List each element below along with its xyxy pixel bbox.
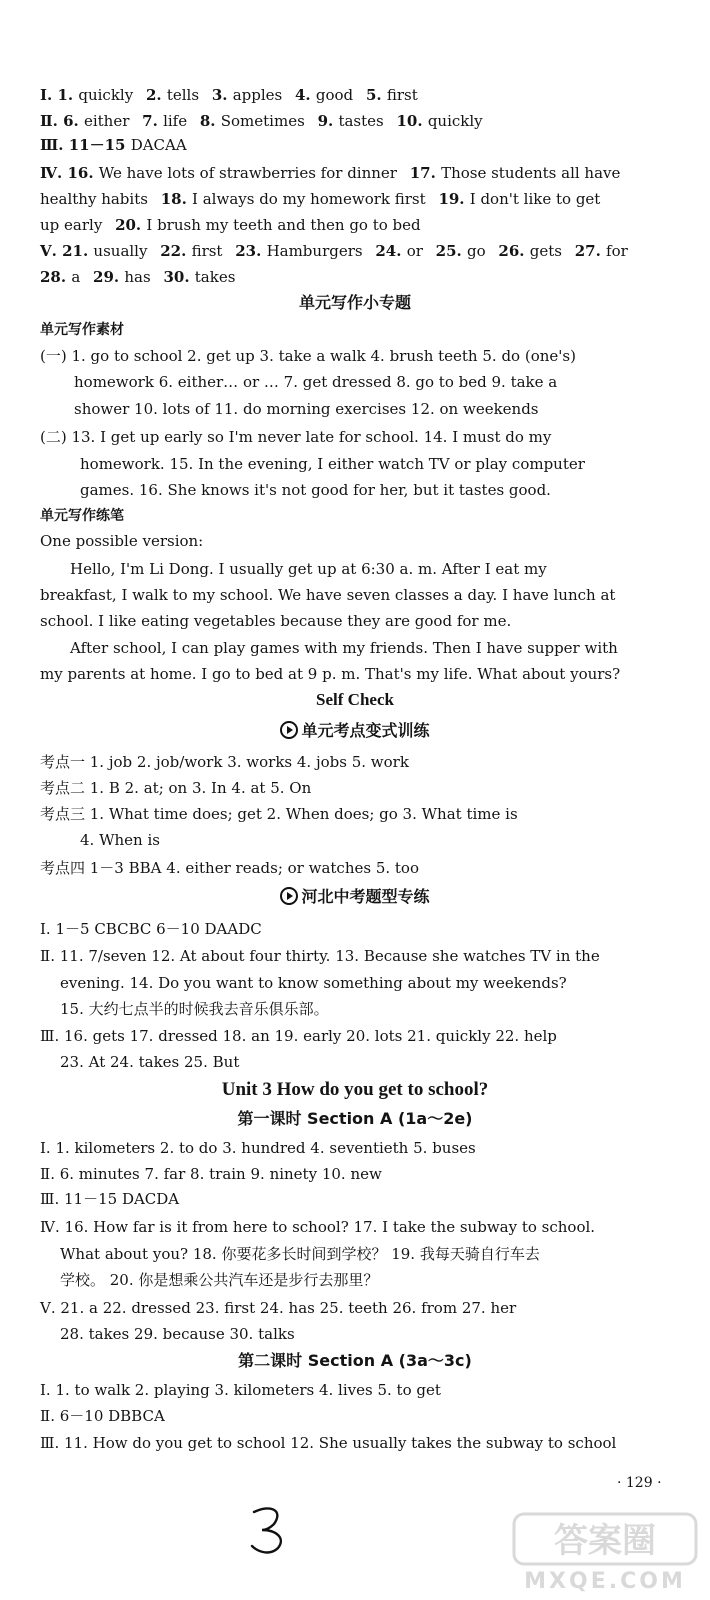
answer-text: a bbox=[71, 268, 86, 286]
unit-3-title: Unit 3 How do you get to school? bbox=[221, 1079, 489, 1100]
answer-number: Ⅲ. bbox=[40, 136, 69, 154]
self-check-subtitle-2 bbox=[0, 887, 710, 910]
lesson1-line-6: 学校。 20. 你是想乘公共汽车还是步行去那里？ bbox=[60, 1271, 379, 1289]
answer-number: 24. bbox=[375, 242, 407, 260]
answer-number: Ⅰ. bbox=[40, 86, 58, 104]
section-title-writing: 单元写作小专题 bbox=[298, 293, 411, 312]
self-check-subtitle-1 bbox=[0, 721, 710, 744]
play-circle-icon bbox=[280, 721, 298, 744]
lesson-1-title: 第一课时 Section A (1a～2e) bbox=[237, 1109, 473, 1128]
answer-line-4 bbox=[40, 163, 680, 183]
material-line-4: (二) 13. I get up early so I'm never late for school. 14. I must do my bbox=[40, 428, 552, 446]
answer-text: go bbox=[467, 242, 491, 260]
essay-line-5: my parents at home. I go to bed at 9 p. m. That's my life. What about yours? bbox=[40, 665, 621, 683]
svg-text:MXQE.COM: MXQE.COM bbox=[524, 1569, 686, 1594]
answer-text: takes bbox=[194, 268, 236, 286]
answer-number: 7. bbox=[142, 112, 164, 130]
answer-text: Sometimes bbox=[220, 112, 310, 130]
answer-number: 11－15 bbox=[68, 136, 131, 154]
lesson1-line-7: Ⅴ. 21. a 22. dressed 23. first 24. has 25. teeth 26. from 27. her bbox=[40, 1299, 517, 1317]
answer-number: 6. bbox=[63, 112, 84, 130]
answer-line-7 bbox=[40, 241, 680, 261]
answer-number: 18. bbox=[160, 190, 193, 208]
answer-number: 23. bbox=[235, 242, 267, 260]
answer-number: 10. bbox=[396, 112, 428, 130]
answer-text: usually bbox=[93, 242, 153, 260]
answer-text: gets bbox=[529, 242, 567, 260]
kaodian-3: 考点三 1. What time does; get 2. When does; go 3. What time is bbox=[40, 805, 518, 823]
answer-number: 8. bbox=[199, 112, 221, 130]
lesson1-line-1: Ⅰ. 1. kilometers 2. to do 3. hundred 4. seventieth 5. buses bbox=[40, 1139, 476, 1157]
subtitle-2-text: 河北中考题型专练 bbox=[301, 887, 430, 906]
page-number: · 129 · bbox=[617, 1475, 662, 1491]
answer-number: 21. bbox=[62, 242, 94, 260]
answer-text: I brush my teeth and then go to bed bbox=[146, 216, 421, 234]
subheading-materials: 单元写作素材 bbox=[40, 322, 124, 338]
answer-number: 17. bbox=[409, 164, 442, 182]
answer-text: We have lots of strawberries for dinner bbox=[98, 164, 402, 182]
hebei-line-4: 15. 大约七点半的时候我去音乐俱乐部。 bbox=[60, 1000, 329, 1018]
answer-number: 30. bbox=[163, 268, 195, 286]
kaodian-1: 考点一 1. job 2. job/work 3. works 4. jobs 5. work bbox=[40, 753, 409, 771]
answer-text: Hamburgers bbox=[266, 242, 368, 260]
lesson1-line-3: Ⅲ. 11－15 DACDA bbox=[40, 1190, 180, 1208]
answer-number: 2. bbox=[145, 86, 167, 104]
material-line-3: shower 10. lots of 11. do morning exercises 12. on weekends bbox=[74, 400, 539, 418]
answer-text: or bbox=[406, 242, 428, 260]
material-line-6: games. 16. She knows it's not good for her, but it tastes good. bbox=[80, 481, 551, 499]
answer-line-2 bbox=[40, 111, 680, 131]
answer-text: Those students all have bbox=[441, 164, 621, 182]
answer-number: 25. bbox=[435, 242, 467, 260]
answer-text: tastes bbox=[338, 112, 389, 130]
answer-text: tells bbox=[166, 86, 204, 104]
answer-text: quickly bbox=[427, 112, 483, 130]
play-circle-icon bbox=[280, 887, 298, 910]
answer-line-3 bbox=[40, 135, 680, 155]
answer-number: 5. bbox=[365, 86, 387, 104]
answer-number: 28. bbox=[40, 268, 72, 286]
essay-line-1: Hello, I'm Li Dong. I usually get up at 6:30 a. m. After I eat my bbox=[70, 560, 547, 578]
answer-text: quickly bbox=[78, 86, 138, 104]
lesson2-line-3: Ⅲ. 11. How do you get to school 12. She usually takes the subway to school bbox=[40, 1434, 617, 1452]
answer-text: life bbox=[163, 112, 192, 130]
answer-number: 20. bbox=[115, 216, 147, 234]
answer-number: Ⅴ. bbox=[40, 242, 63, 260]
lesson1-line-8: 28. takes 29. because 30. talks bbox=[60, 1325, 295, 1343]
essay-line-3: school. I like eating vegetables because they are good for me. bbox=[40, 612, 512, 630]
answer-number: Ⅳ. bbox=[40, 164, 68, 182]
hebei-line-5: Ⅲ. 16. gets 17. dressed 18. an 19. early 20. lots 21. quickly 22. help bbox=[40, 1027, 557, 1045]
answer-text: first bbox=[386, 86, 418, 104]
lesson-2-title: 第二课时 Section A (3a～3c) bbox=[238, 1351, 472, 1370]
lesson2-line-1: Ⅰ. 1. to walk 2. playing 3. kilometers 4. lives 5. to get bbox=[40, 1381, 441, 1399]
kaodian-2: 考点二 1. B 2. at; on 3. In 4. at 5. On bbox=[40, 779, 312, 797]
lesson1-line-5: What about you? 18. 你要花多长时间到学校？ 19. 我每天骑自行车去 bbox=[60, 1245, 540, 1263]
answer-text: up early bbox=[40, 216, 108, 234]
answer-text: has bbox=[124, 268, 156, 286]
answer-line-1 bbox=[40, 85, 680, 105]
hebei-line-1: Ⅰ. 1－5 CBCBC 6－10 DAADC bbox=[40, 920, 262, 938]
answer-line-6 bbox=[40, 215, 680, 235]
answer-text: DACAA bbox=[130, 136, 187, 154]
answer-text: I always do my homework first bbox=[192, 190, 431, 208]
watermark-logo bbox=[510, 1510, 700, 1599]
material-line-2: homework 6. either… or … 7. get dressed 8. go to bed 9. take a bbox=[74, 373, 558, 391]
answer-text: either bbox=[83, 112, 135, 130]
hebei-line-3: evening. 14. Do you want to know something about my weekends? bbox=[60, 974, 567, 992]
handwritten-mark bbox=[240, 1500, 300, 1564]
essay-line-4: After school, I can play games with my friends. Then I have supper with bbox=[70, 639, 618, 657]
answer-number: 19. bbox=[438, 190, 470, 208]
answer-text: for bbox=[606, 242, 628, 260]
answer-number: 26. bbox=[498, 242, 530, 260]
lesson1-line-2: Ⅱ. 6. minutes 7. far 8. train 9. ninety 10. new bbox=[40, 1165, 382, 1183]
answer-text: I don't like to get bbox=[469, 190, 601, 208]
answer-number: 29. bbox=[93, 268, 125, 286]
answer-number: 1. bbox=[57, 86, 79, 104]
lesson1-line-4: Ⅳ. 16. How far is it from here to school? 17. I take the subway to school. bbox=[40, 1218, 596, 1236]
hebei-line-2: Ⅱ. 11. 7/seven 12. At about four thirty. 13. Because she watches TV in the bbox=[40, 947, 600, 965]
answer-number: 4. bbox=[295, 86, 316, 104]
self-check-title: Self Check bbox=[316, 690, 394, 709]
subheading-practice: 单元写作练笔 bbox=[40, 508, 124, 524]
kaodian-4: 考点四 1－3 BBA 4. either reads; or watches 5. too bbox=[40, 859, 419, 877]
answer-number: 9. bbox=[317, 112, 339, 130]
answer-number: 3. bbox=[211, 86, 233, 104]
answer-number: 16. bbox=[67, 164, 99, 182]
answer-line-8 bbox=[40, 267, 680, 287]
svg-text:答案圈: 答案圈 bbox=[554, 1521, 656, 1561]
essay-line-2: breakfast, I walk to my school. We have seven classes a day. I have lunch at bbox=[40, 586, 616, 604]
answer-text: apples bbox=[232, 86, 287, 104]
answer-number: 22. bbox=[160, 242, 192, 260]
material-line-1: (一) 1. go to school 2. get up 3. take a walk 4. brush teeth 5. do (one's) bbox=[40, 347, 576, 365]
material-line-5: homework. 15. In the evening, I either watch TV or play computer bbox=[80, 455, 585, 473]
kaodian-3-cont: 4. When is bbox=[80, 831, 160, 849]
possible-version-label: One possible version: bbox=[40, 532, 204, 550]
answer-line-5 bbox=[40, 189, 680, 209]
subtitle-1-text: 单元考点变式训练 bbox=[301, 721, 430, 740]
hebei-line-6: 23. At 24. takes 25. But bbox=[60, 1053, 240, 1071]
lesson2-line-2: Ⅱ. 6－10 DBBCA bbox=[40, 1407, 165, 1425]
answer-text: healthy habits bbox=[40, 190, 153, 208]
answer-text: good bbox=[315, 86, 358, 104]
answer-number: 27. bbox=[574, 242, 607, 260]
answer-text: first bbox=[191, 242, 228, 260]
answer-number: Ⅱ. bbox=[40, 112, 64, 130]
